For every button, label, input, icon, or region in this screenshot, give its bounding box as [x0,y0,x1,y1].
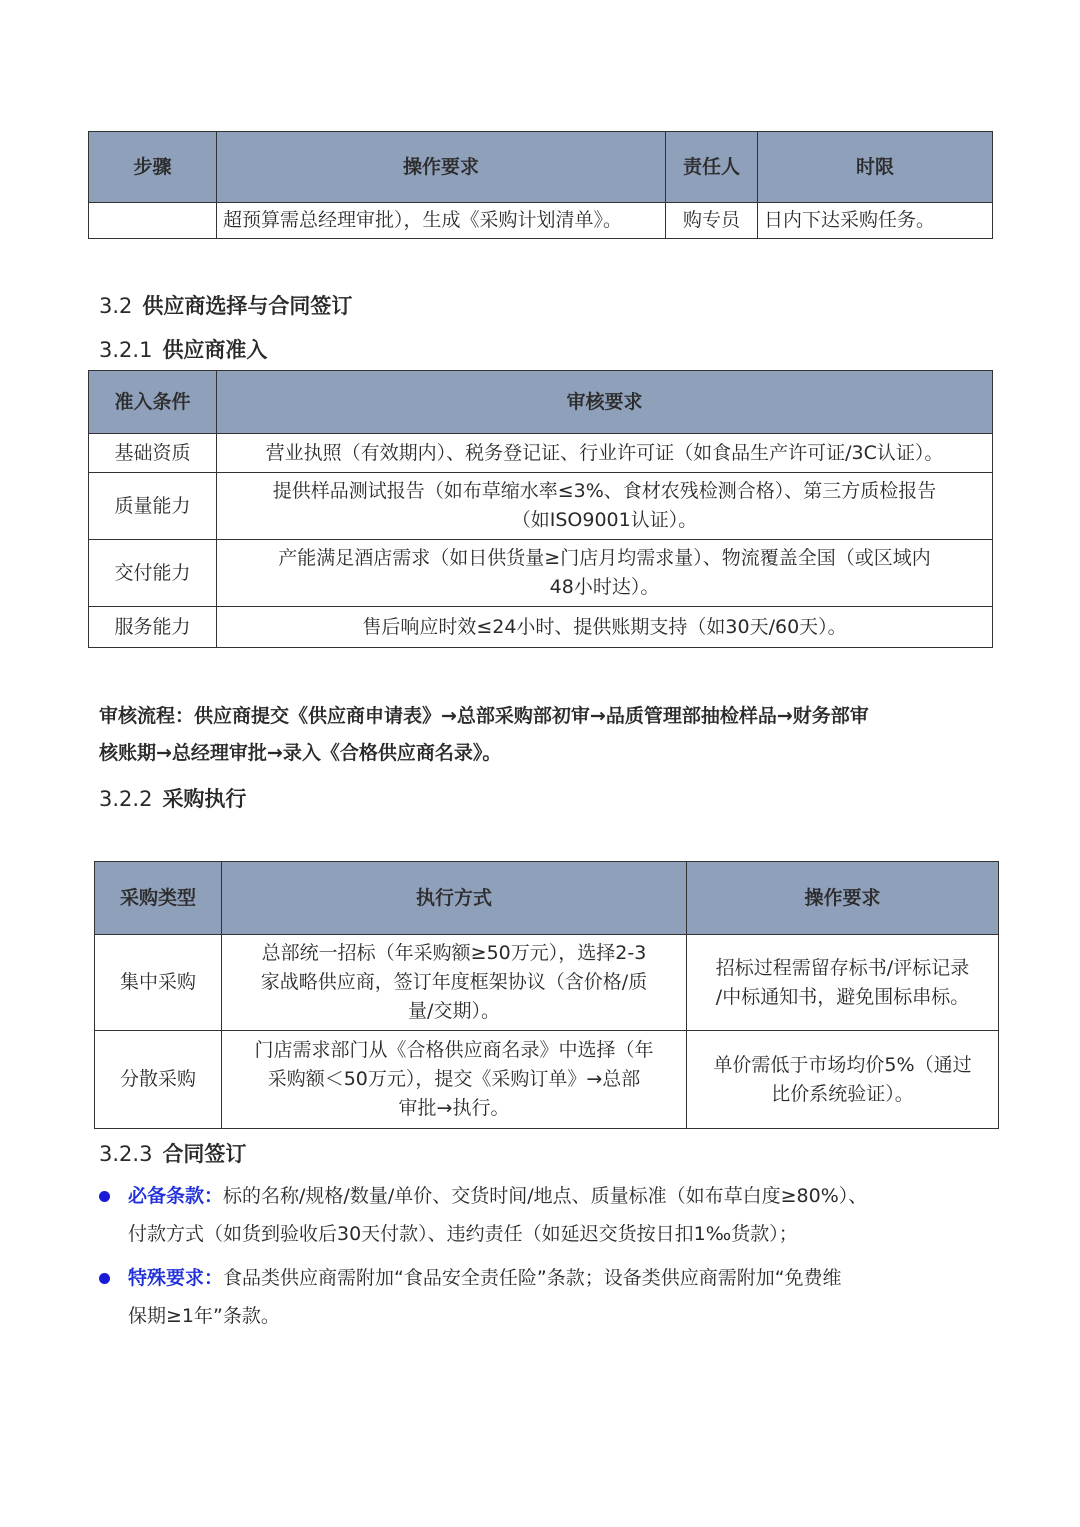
section-title: 合同签订 [162,1142,247,1166]
table-row [89,607,993,648]
bullet-text: 付款方式（如货到验收后30天付款）、违约责任（如延迟交货按日扣1‰货款）； [128,1223,798,1245]
op-line: /中标通知书，避免围标串标。 [715,985,970,1008]
section-number: 3.2 [99,294,133,318]
section-number: 3.2.3 [99,1142,153,1166]
method-line: 门店需求部门从《合格供应商名录》中选择（年 [254,1039,654,1061]
header-step: 步骤 [89,132,217,203]
method-line: 采购额＜50万元），提交《采购订单》→总部 [267,1068,641,1090]
bullet-dot-icon [99,1273,110,1284]
section-number: 3.2.2 [99,787,153,811]
cell-type: 集中采购 [95,935,222,1031]
cell-requirement [217,473,993,540]
procurement-execution-table [94,861,999,1129]
header-owner: 责任人 [666,132,758,203]
bullet-required-terms [99,1177,979,1253]
table-row [89,434,993,473]
cell-deadline: 日内下达采购任务。 [758,203,993,239]
cell-owner: 购专员 [666,203,758,239]
supplier-access-table [88,370,993,648]
header-op: 操作要求 [687,862,999,935]
bullet-text: 标的名称/规格/数量/单价、交货时间/地点、质量标准（如布草白度≥80%）、 [223,1185,868,1207]
header-operation: 操作要求 [217,132,666,203]
bullet-label: 特殊要求： [128,1267,224,1289]
header-requirement: 审核要求 [217,371,993,434]
header-method: 执行方式 [222,862,687,935]
section-title: 采购执行 [162,787,247,811]
method-line: 总部统一招标（年采购额≥50万元），选择2-3 [261,942,647,964]
op-line: 比价系统验证）。 [771,1082,914,1105]
op-line: 单价需低于市场均价5%（通过 [713,1053,972,1076]
cell-operation: 超预算需总经理审批），生成《采购计划清单》。 [217,203,666,239]
op-line: 招标过程需留存标书/评标记录 [715,956,970,979]
bullet-special-requirements [99,1259,979,1335]
cell-method [222,1031,687,1129]
bullet-dot-icon [99,1191,110,1202]
audit-flow-line: 核账期→总经理审批→录入《合格供应商名录》。 [99,742,502,764]
cell-requirement: 营业执照（有效期内）、税务登记证、行业许可证（如食品生产许可证/3C认证）。 [217,434,993,473]
bullet-text: 保期≥1年”条款。 [128,1305,280,1327]
audit-flow-line: 审核流程：供应商提交《供应商申请表》→总部采购部初审→品质管理部抽检样品→财务部审 [99,705,869,727]
cell-op [687,1031,999,1129]
header-type: 采购类型 [95,862,222,935]
table-row [89,540,993,607]
requirement-line: （如ISO9001认证）。 [511,509,698,531]
procedure-table [88,131,993,239]
section-title: 供应商准入 [162,338,268,362]
cell-condition: 质量能力 [89,473,217,540]
cell-type: 分散采购 [95,1031,222,1129]
section-number: 3.2.1 [99,338,153,362]
bullet-text: 食品类供应商需附加“食品安全责任险”条款；设备类供应商需附加“免费维 [223,1267,842,1289]
requirement-line: 48小时达）。 [549,576,660,598]
cell-step [89,203,217,239]
cell-requirement: 售后响应时效≤24小时、提供账期支持（如30天/60天）。 [217,607,993,648]
cell-condition: 服务能力 [89,607,217,648]
table-row [89,473,993,540]
section-heading-3-2-2 [99,783,246,813]
bullet-label: 必备条款： [128,1185,224,1207]
section-heading-3-2 [99,290,352,320]
table-row [89,203,993,239]
section-heading-3-2-1 [99,334,267,364]
cell-condition: 基础资质 [89,434,217,473]
cell-op [687,935,999,1031]
method-line: 量/交期）。 [408,1000,500,1022]
cell-condition: 交付能力 [89,540,217,607]
header-condition: 准入条件 [89,371,217,434]
requirement-line: 提供样品测试报告（如布草缩水率≤3%、食材农残检测合格）、第三方质检报告 [272,480,937,502]
requirement-line: 产能满足酒店需求（如日供货量≥门店月均需求量）、物流覆盖全国（或区域内 [278,547,931,569]
method-line: 家战略供应商，签订年度框架协议（含价格/质 [260,971,648,993]
header-deadline: 时限 [758,132,993,203]
section-title: 供应商选择与合同签订 [142,294,353,318]
table-row [95,1031,999,1129]
table-row [95,935,999,1031]
method-line: 审批→执行。 [398,1097,510,1119]
audit-flow-paragraph [99,698,989,772]
cell-method [222,935,687,1031]
cell-requirement [217,540,993,607]
section-heading-3-2-3 [99,1138,246,1168]
